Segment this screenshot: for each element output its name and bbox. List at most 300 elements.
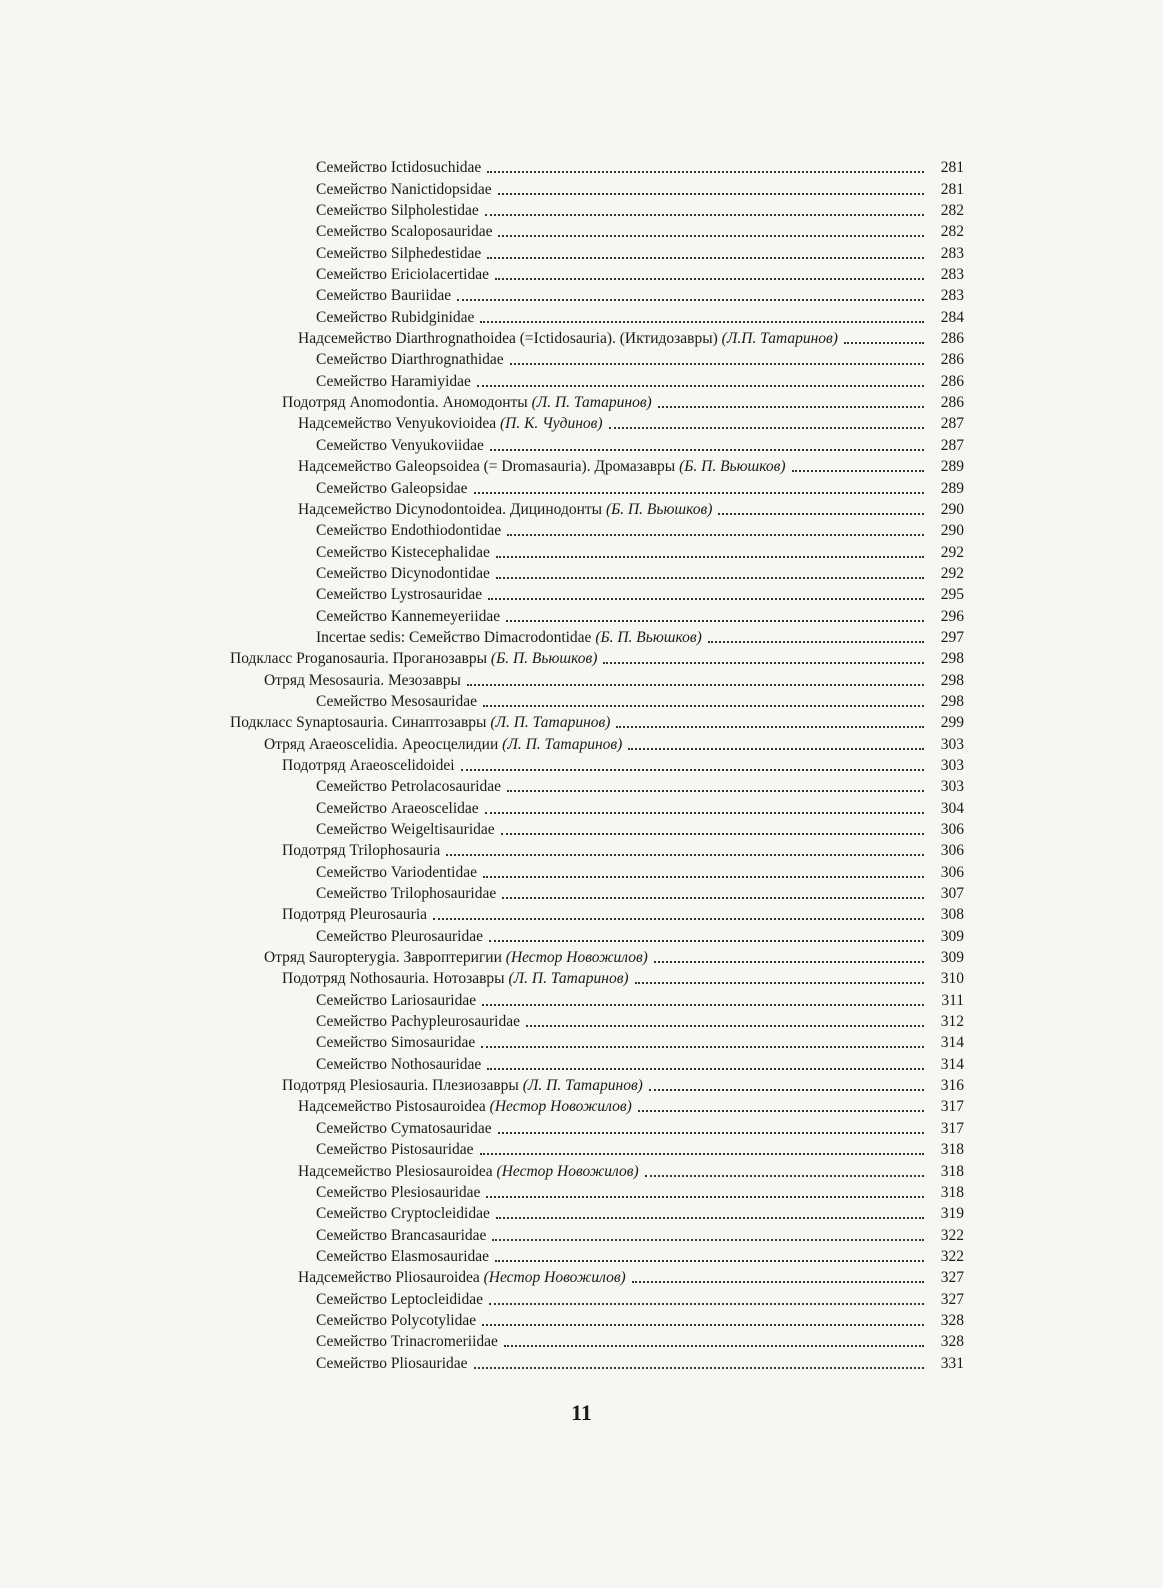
toc-entry-label: Семейство Silpholestidae bbox=[316, 202, 479, 220]
toc-entry-title bbox=[316, 1011, 520, 1032]
toc-entry-page: 327 bbox=[940, 1290, 964, 1308]
dot-leader bbox=[467, 683, 924, 686]
toc-entry bbox=[230, 221, 964, 242]
toc-entry-author: (Нестор Новожилов) bbox=[483, 1269, 626, 1287]
toc-entry-label: Подотряд Araeoscelidoidei bbox=[282, 756, 455, 774]
toc-entry-label: Надсемейство Pistosauroidea bbox=[298, 1098, 486, 1116]
toc-entry-page: 287 bbox=[940, 436, 964, 454]
toc-entry bbox=[230, 1182, 964, 1203]
toc-entry-title bbox=[316, 542, 490, 563]
dot-leader bbox=[482, 1323, 924, 1326]
toc-entry-page: 290 bbox=[940, 500, 964, 518]
toc-entry bbox=[230, 520, 964, 541]
toc-entry-page: 318 bbox=[940, 1183, 964, 1201]
toc-entry bbox=[230, 669, 964, 690]
toc-entry-title bbox=[282, 1075, 643, 1096]
toc-entry-author: (Б. П. Вьюшков) bbox=[679, 458, 786, 476]
toc-entry-page: 304 bbox=[940, 799, 964, 817]
toc-entry-page: 303 bbox=[940, 778, 964, 796]
toc-entry bbox=[230, 819, 964, 840]
toc-entry-label: Семейство Bauriidae bbox=[316, 287, 452, 305]
toc-entry-label: Incertae sedis: Семейство Dimacrodontidae bbox=[316, 628, 592, 646]
dot-leader bbox=[718, 512, 924, 515]
toc-entry-author: (Нестор Новожилов) bbox=[489, 1098, 632, 1116]
toc-entry-page: 292 bbox=[940, 564, 964, 582]
dot-leader bbox=[461, 768, 924, 771]
toc-entry-label: Семейство Nothosauridae bbox=[316, 1055, 482, 1073]
toc-entry-label: Надсемейство Diarthrognathoidea (=Ictidosauria). (Иктидозавры) bbox=[298, 330, 718, 348]
toc-entry-label: Надсемейство Plesiosauroidea bbox=[298, 1162, 493, 1180]
dot-leader bbox=[495, 1259, 924, 1262]
toc-entry-author: (Л.П. Татаринов) bbox=[721, 330, 838, 348]
toc-entry bbox=[230, 925, 964, 946]
toc-entry-title bbox=[298, 1267, 626, 1288]
toc-entry bbox=[230, 840, 964, 861]
dot-leader bbox=[609, 426, 924, 429]
toc-entry-label: Семейство Ictidosuchidae bbox=[316, 159, 482, 177]
toc-entry-title bbox=[316, 371, 471, 392]
toc-entry-title bbox=[298, 456, 786, 477]
toc-entry-label: Семейство Leptocleididae bbox=[316, 1290, 483, 1308]
toc-entry-page: 303 bbox=[940, 756, 964, 774]
toc-entry-title bbox=[298, 499, 712, 520]
dot-leader bbox=[480, 1152, 924, 1155]
toc-entry-page: 331 bbox=[940, 1354, 964, 1372]
toc-entry bbox=[230, 499, 964, 520]
dot-leader bbox=[474, 491, 925, 494]
toc-entry-title bbox=[316, 1139, 474, 1160]
dot-leader bbox=[632, 1280, 924, 1283]
toc-entry-label: Семейство Polycotylidae bbox=[316, 1311, 477, 1329]
toc-entry-page: 314 bbox=[940, 1034, 964, 1052]
dot-leader bbox=[654, 960, 924, 963]
toc-entry bbox=[230, 947, 964, 968]
toc-entry bbox=[230, 584, 964, 605]
toc-entry bbox=[230, 178, 964, 199]
toc-entry bbox=[230, 1352, 964, 1373]
toc-entry-title bbox=[298, 328, 838, 349]
dot-leader bbox=[502, 896, 924, 899]
toc-entry-title bbox=[316, 1225, 486, 1246]
toc-entry-title bbox=[316, 798, 479, 819]
toc-entry-label: Семейство Cryptocleididae bbox=[316, 1205, 490, 1223]
toc-entry-label: Семейство Mesosauridae bbox=[316, 692, 477, 710]
toc-entry bbox=[230, 1053, 964, 1074]
toc-entry-page: 298 bbox=[940, 671, 964, 689]
toc-entry-page: 295 bbox=[940, 586, 964, 604]
dot-leader bbox=[507, 533, 924, 536]
toc-entry bbox=[230, 563, 964, 584]
toc-entry-title bbox=[316, 157, 481, 178]
toc-entry-page: 289 bbox=[940, 458, 964, 476]
toc-entry-label: Семейство Cymatosauridae bbox=[316, 1119, 492, 1137]
toc-entry bbox=[230, 242, 964, 263]
toc-entry-page: 289 bbox=[940, 479, 964, 497]
dot-leader bbox=[603, 661, 924, 664]
toc-entry-page: 328 bbox=[940, 1311, 964, 1329]
toc-entry-label: Семейство Simosauridae bbox=[316, 1034, 476, 1052]
toc-entry-page: 316 bbox=[940, 1077, 964, 1095]
toc-entry-page: 286 bbox=[940, 394, 964, 412]
toc-entry-page: 309 bbox=[940, 927, 964, 945]
toc-entry bbox=[230, 1310, 964, 1331]
toc-entry-page: 322 bbox=[940, 1226, 964, 1244]
toc-entry-title bbox=[316, 883, 496, 904]
dot-leader bbox=[489, 1302, 924, 1305]
toc-entry-label: Семейство Endothiodontidae bbox=[316, 522, 502, 540]
toc-entry-title bbox=[298, 1096, 632, 1117]
toc-entry-author: (Л. П. Татаринов) bbox=[490, 714, 611, 732]
toc-entry bbox=[230, 1267, 964, 1288]
toc-entry-author: (Нестор Новожилов) bbox=[505, 949, 648, 967]
toc-entry-page: 319 bbox=[940, 1205, 964, 1223]
dot-leader bbox=[487, 1067, 924, 1070]
toc-entry-page: 281 bbox=[940, 159, 964, 177]
dot-leader bbox=[483, 875, 924, 878]
toc-entry bbox=[230, 392, 964, 413]
toc-entry-label: Семейство Haramiyidae bbox=[316, 372, 471, 390]
toc-entry bbox=[230, 968, 964, 989]
toc-entry-page: 312 bbox=[940, 1013, 964, 1031]
toc-entry bbox=[230, 1075, 964, 1096]
toc-entry-title bbox=[316, 1353, 468, 1374]
toc-entry-label: Надсемейство Galeopsoidea (= Dromasauria). Дромазавры bbox=[298, 458, 676, 476]
toc-entry-label: Семейство Plesiosauridae bbox=[316, 1183, 481, 1201]
toc-entry-label: Семейство Scaloposauridae bbox=[316, 223, 493, 241]
toc-entry-label: Семейство Lariosauridae bbox=[316, 991, 477, 1009]
toc-entry-label: Семейство Kannemeyeriidae bbox=[316, 607, 501, 625]
dot-leader bbox=[498, 1131, 924, 1134]
toc-entry-title bbox=[316, 264, 489, 285]
toc-entry bbox=[230, 989, 964, 1010]
toc-entry-label: Семейство Brancasauridae bbox=[316, 1226, 487, 1244]
toc-entry-author: (Л. П. Татаринов) bbox=[508, 970, 629, 988]
toc-entry bbox=[230, 1096, 964, 1117]
toc-entry-title bbox=[316, 307, 474, 328]
toc-entry-label: Семейство Venyukoviidae bbox=[316, 436, 484, 454]
toc-entry-page: 286 bbox=[940, 351, 964, 369]
dot-leader bbox=[433, 917, 924, 920]
toc-entry bbox=[230, 306, 964, 327]
toc-entry bbox=[230, 370, 964, 391]
toc-entry bbox=[230, 541, 964, 562]
toc-entry-label: Семейство Pistosauridae bbox=[316, 1141, 474, 1159]
toc-entry-page: 283 bbox=[940, 244, 964, 262]
dot-leader bbox=[658, 405, 924, 408]
toc-entry-title bbox=[316, 1246, 489, 1267]
toc-entry bbox=[230, 883, 964, 904]
toc-entry-page: 306 bbox=[940, 842, 964, 860]
toc-entry-title bbox=[316, 776, 501, 797]
dot-leader bbox=[446, 853, 924, 856]
toc-entry-title bbox=[230, 648, 597, 669]
toc-entry-label: Семейство Variodentidae bbox=[316, 863, 477, 881]
toc-entry-label: Семейство Nanictidopsidae bbox=[316, 180, 492, 198]
toc-entry-label: Семейство Ericiolacertidae bbox=[316, 266, 489, 284]
dot-leader bbox=[496, 576, 924, 579]
toc-entry-title bbox=[316, 819, 495, 840]
dot-leader bbox=[486, 1195, 924, 1198]
toc-entry bbox=[230, 648, 964, 669]
toc-entry bbox=[230, 434, 964, 455]
toc-entry bbox=[230, 1117, 964, 1138]
toc-entry-page: 308 bbox=[940, 906, 964, 924]
toc-entry-title bbox=[316, 990, 476, 1011]
toc-entry-label: Семейство Weigeltisauridae bbox=[316, 821, 495, 838]
toc-entry bbox=[230, 413, 964, 434]
toc-entry-title bbox=[316, 435, 484, 456]
dot-leader bbox=[487, 256, 924, 259]
toc-entry-label: Подотряд Anomodontia. Аномодонты bbox=[282, 394, 528, 412]
toc-entry-title bbox=[316, 691, 477, 712]
toc-entry-label: Надсемейство Pliosauroidea bbox=[298, 1269, 480, 1287]
toc-entry bbox=[230, 157, 964, 178]
toc-entry bbox=[230, 861, 964, 882]
toc-entry-author: (Б. П. Вьюшков) bbox=[595, 628, 702, 646]
toc-entry-title bbox=[316, 1289, 483, 1310]
toc-entry-label: Семейство Diarthrognathidae bbox=[316, 351, 504, 369]
toc-entry bbox=[230, 264, 964, 285]
toc-entry-author: (Б. П. Вьюшков) bbox=[490, 650, 598, 668]
toc-entry bbox=[230, 1203, 964, 1224]
toc-entry-title bbox=[316, 221, 492, 242]
toc-entry-label: Семейство Petrolacosauridae bbox=[316, 778, 502, 796]
dot-leader bbox=[490, 448, 924, 451]
toc-entry-page: 286 bbox=[940, 372, 964, 390]
toc-entry-label: Семейство Silphedestidae bbox=[316, 244, 482, 262]
toc-entry-title bbox=[316, 179, 492, 200]
toc-entry-page: 287 bbox=[940, 415, 964, 433]
toc-entry bbox=[230, 605, 964, 626]
toc-entry bbox=[230, 456, 964, 477]
toc-entry-title bbox=[316, 520, 501, 541]
toc-entry bbox=[230, 755, 964, 776]
toc-entry-title bbox=[316, 478, 468, 499]
toc-entry-page: 303 bbox=[940, 735, 964, 753]
dot-leader bbox=[498, 234, 924, 237]
toc-entry-title bbox=[316, 285, 451, 306]
toc-entry-title bbox=[316, 627, 702, 648]
toc-entry-label: Отряд Araeoscelidia. Арeосцелидии bbox=[264, 735, 499, 753]
dot-leader bbox=[645, 1174, 924, 1177]
toc-entry-title bbox=[230, 712, 610, 733]
toc-entry-page: 317 bbox=[940, 1119, 964, 1137]
toc-entry-title bbox=[282, 755, 455, 776]
dot-leader bbox=[480, 320, 924, 323]
toc-entry-page: 318 bbox=[940, 1162, 964, 1180]
dot-leader bbox=[488, 597, 924, 600]
toc-entry-label: Семейство Araeoscelidae bbox=[316, 799, 479, 817]
toc-entry-title bbox=[316, 1032, 475, 1053]
dot-leader bbox=[501, 832, 924, 835]
toc-entry-label: Семейство Trinacromeriidae bbox=[316, 1333, 498, 1351]
dot-leader bbox=[507, 789, 924, 792]
toc-entry-title bbox=[298, 1161, 639, 1182]
toc-entry-label: Подотряд Nothosauria. Нотозавры bbox=[282, 970, 505, 988]
toc-entry-page: 298 bbox=[940, 650, 964, 668]
dot-leader bbox=[498, 192, 924, 195]
toc-entry bbox=[230, 1224, 964, 1245]
toc-entry-label: Семейство Dicynodontidae bbox=[316, 564, 490, 582]
dot-leader bbox=[489, 939, 924, 942]
toc-entry-label: Надсемейство Dicynodontoidea. Дицинодонты bbox=[298, 500, 603, 518]
toc-entry bbox=[230, 691, 964, 712]
toc-entry-title bbox=[316, 200, 479, 221]
toc-entry-label: Подотряд Trilophosauria bbox=[282, 842, 441, 860]
toc-entry-label: Подкласс Synaptosauria. Синаптозавры bbox=[230, 714, 487, 732]
dot-leader bbox=[495, 277, 924, 280]
toc-entry-author: (Нестор Новожилов) bbox=[496, 1162, 639, 1180]
toc-entry-page: 328 bbox=[940, 1333, 964, 1351]
toc-entry-label: Семейство Pliosauridae bbox=[316, 1354, 468, 1372]
toc-entry-title bbox=[316, 563, 490, 584]
toc-entry-title bbox=[316, 1331, 498, 1352]
toc-entry-page: 292 bbox=[940, 543, 964, 561]
toc-entry-title bbox=[316, 1054, 481, 1075]
toc-entry bbox=[230, 477, 964, 498]
dot-leader bbox=[485, 213, 924, 216]
toc-entry-page: 311 bbox=[941, 991, 964, 1009]
dot-leader bbox=[482, 1003, 924, 1006]
toc-entry-page: 283 bbox=[940, 287, 964, 305]
toc-entry-title bbox=[298, 413, 603, 434]
toc-entry-title bbox=[264, 670, 461, 691]
dot-leader bbox=[628, 747, 924, 750]
toc-entry-page: 283 bbox=[940, 266, 964, 284]
dot-leader bbox=[483, 704, 924, 707]
toc-entry-page: 309 bbox=[940, 949, 964, 967]
dot-leader bbox=[457, 298, 924, 301]
toc-entry-page: 281 bbox=[940, 180, 964, 198]
toc-entry bbox=[230, 627, 964, 648]
toc-entry bbox=[230, 904, 964, 925]
toc-entry-page: 327 bbox=[940, 1269, 964, 1287]
dot-leader bbox=[481, 1045, 924, 1048]
dot-leader bbox=[649, 1088, 924, 1091]
table-of-contents bbox=[230, 157, 964, 1374]
dot-leader bbox=[474, 1366, 924, 1369]
dot-leader bbox=[496, 1216, 924, 1219]
toc-entry bbox=[230, 200, 964, 221]
toc-entry-page: 296 bbox=[940, 607, 964, 625]
page-number: 11 bbox=[571, 1400, 592, 1425]
toc-entry-page: 282 bbox=[940, 223, 964, 241]
toc-entry-label: Семейство Pachypleurosauridae bbox=[316, 1013, 520, 1031]
toc-entry-label: Семейство Elasmosauridae bbox=[316, 1247, 490, 1265]
dot-leader bbox=[526, 1024, 924, 1027]
toc-entry bbox=[230, 1288, 964, 1309]
dot-leader bbox=[792, 469, 924, 472]
toc-entry-label: Подотряд Pleurosauria bbox=[282, 906, 428, 924]
toc-entry bbox=[230, 285, 964, 306]
toc-entry-title bbox=[316, 606, 500, 627]
toc-entry bbox=[230, 776, 964, 797]
dot-leader bbox=[492, 1238, 924, 1241]
dot-leader bbox=[506, 619, 924, 622]
toc-entry-label: Подотряд Plesiosauria. Плезиозавры bbox=[282, 1077, 519, 1095]
toc-entry-label: Семейство Trilophosauridae bbox=[316, 885, 497, 903]
toc-entry-label: Семейство Pleurosauridae bbox=[316, 927, 483, 945]
toc-entry-title bbox=[264, 947, 648, 968]
toc-entry-label: Отряд Mesosauria. Мезозавры bbox=[264, 671, 461, 689]
toc-entry bbox=[230, 797, 964, 818]
toc-entry bbox=[230, 1246, 964, 1267]
toc-entry-author: (Л. П. Татаринов) bbox=[531, 394, 652, 412]
toc-entry-label: Семейство Kistecephalidae bbox=[316, 543, 490, 561]
toc-entry-title bbox=[316, 1118, 492, 1139]
toc-entry-page: 322 bbox=[940, 1247, 964, 1265]
toc-entry-page: 318 bbox=[940, 1141, 964, 1159]
toc-entry-title bbox=[316, 862, 477, 883]
toc-entry-title bbox=[316, 349, 504, 370]
toc-entry-author: (Л. П. Татаринов) bbox=[522, 1077, 643, 1095]
dot-leader bbox=[635, 981, 924, 984]
dot-leader bbox=[638, 1109, 924, 1112]
toc-entry-page: 282 bbox=[940, 202, 964, 220]
dot-leader bbox=[616, 725, 924, 728]
toc-entry-title bbox=[316, 1182, 480, 1203]
toc-entry bbox=[230, 1160, 964, 1181]
toc-entry-page: 299 bbox=[940, 714, 964, 732]
toc-entry-page: 290 bbox=[940, 522, 964, 540]
toc-entry-page: 284 bbox=[940, 308, 964, 326]
toc-entry-page: 310 bbox=[940, 970, 964, 988]
toc-entry bbox=[230, 1331, 964, 1352]
dot-leader bbox=[504, 1344, 924, 1347]
toc-entry-page: 306 bbox=[940, 821, 964, 838]
toc-entry-title bbox=[282, 392, 652, 413]
toc-entry bbox=[230, 1139, 964, 1160]
toc-entry-label: Надсемейство Venyukovioidea bbox=[298, 415, 497, 433]
toc-entry-page: 314 bbox=[940, 1055, 964, 1073]
toc-entry-label: Семейство Lystrosauridae bbox=[316, 586, 483, 604]
toc-entry-author: (П. К. Чудинов) bbox=[499, 415, 603, 433]
toc-entry-title bbox=[282, 968, 629, 989]
toc-entry-title bbox=[316, 1203, 490, 1224]
toc-entry-page: 297 bbox=[940, 628, 964, 646]
toc-entry-title bbox=[282, 904, 427, 925]
toc-entry bbox=[230, 349, 964, 370]
toc-entry bbox=[230, 712, 964, 733]
toc-entry-page: 307 bbox=[940, 885, 964, 903]
dot-leader bbox=[708, 640, 924, 643]
toc-entry-title bbox=[264, 734, 622, 755]
toc-entry bbox=[230, 328, 964, 349]
toc-entry-page: 298 bbox=[940, 692, 964, 710]
toc-entry-title bbox=[316, 243, 481, 264]
toc-entry-label: Семейство Galeopsidae bbox=[316, 479, 468, 497]
dot-leader bbox=[510, 362, 924, 365]
toc-entry-author: (Л. П. Татаринов) bbox=[502, 735, 623, 753]
toc-entry-page: 317 bbox=[940, 1098, 964, 1116]
toc-entry bbox=[230, 1032, 964, 1053]
toc-entry-title bbox=[282, 840, 440, 861]
toc-entry bbox=[230, 733, 964, 754]
toc-entry-page: 306 bbox=[940, 863, 964, 881]
toc-entry-author: (Б. П. Вьюшков) bbox=[605, 500, 713, 518]
dot-leader bbox=[844, 341, 924, 344]
toc-entry-title bbox=[316, 1310, 476, 1331]
toc-entry-page: 286 bbox=[940, 330, 964, 348]
toc-entry-label: Подкласс Proganosauria. Проганозавры bbox=[230, 650, 488, 668]
toc-entry bbox=[230, 1011, 964, 1032]
toc-entry-label: Семейство Rubidginidae bbox=[316, 308, 475, 326]
toc-entry-label: Отряд Sauropterygia. Завроптеригии bbox=[264, 949, 502, 967]
toc-entry-title bbox=[316, 926, 483, 947]
dot-leader bbox=[477, 384, 924, 387]
toc-entry-title bbox=[316, 584, 482, 605]
dot-leader bbox=[487, 170, 924, 173]
